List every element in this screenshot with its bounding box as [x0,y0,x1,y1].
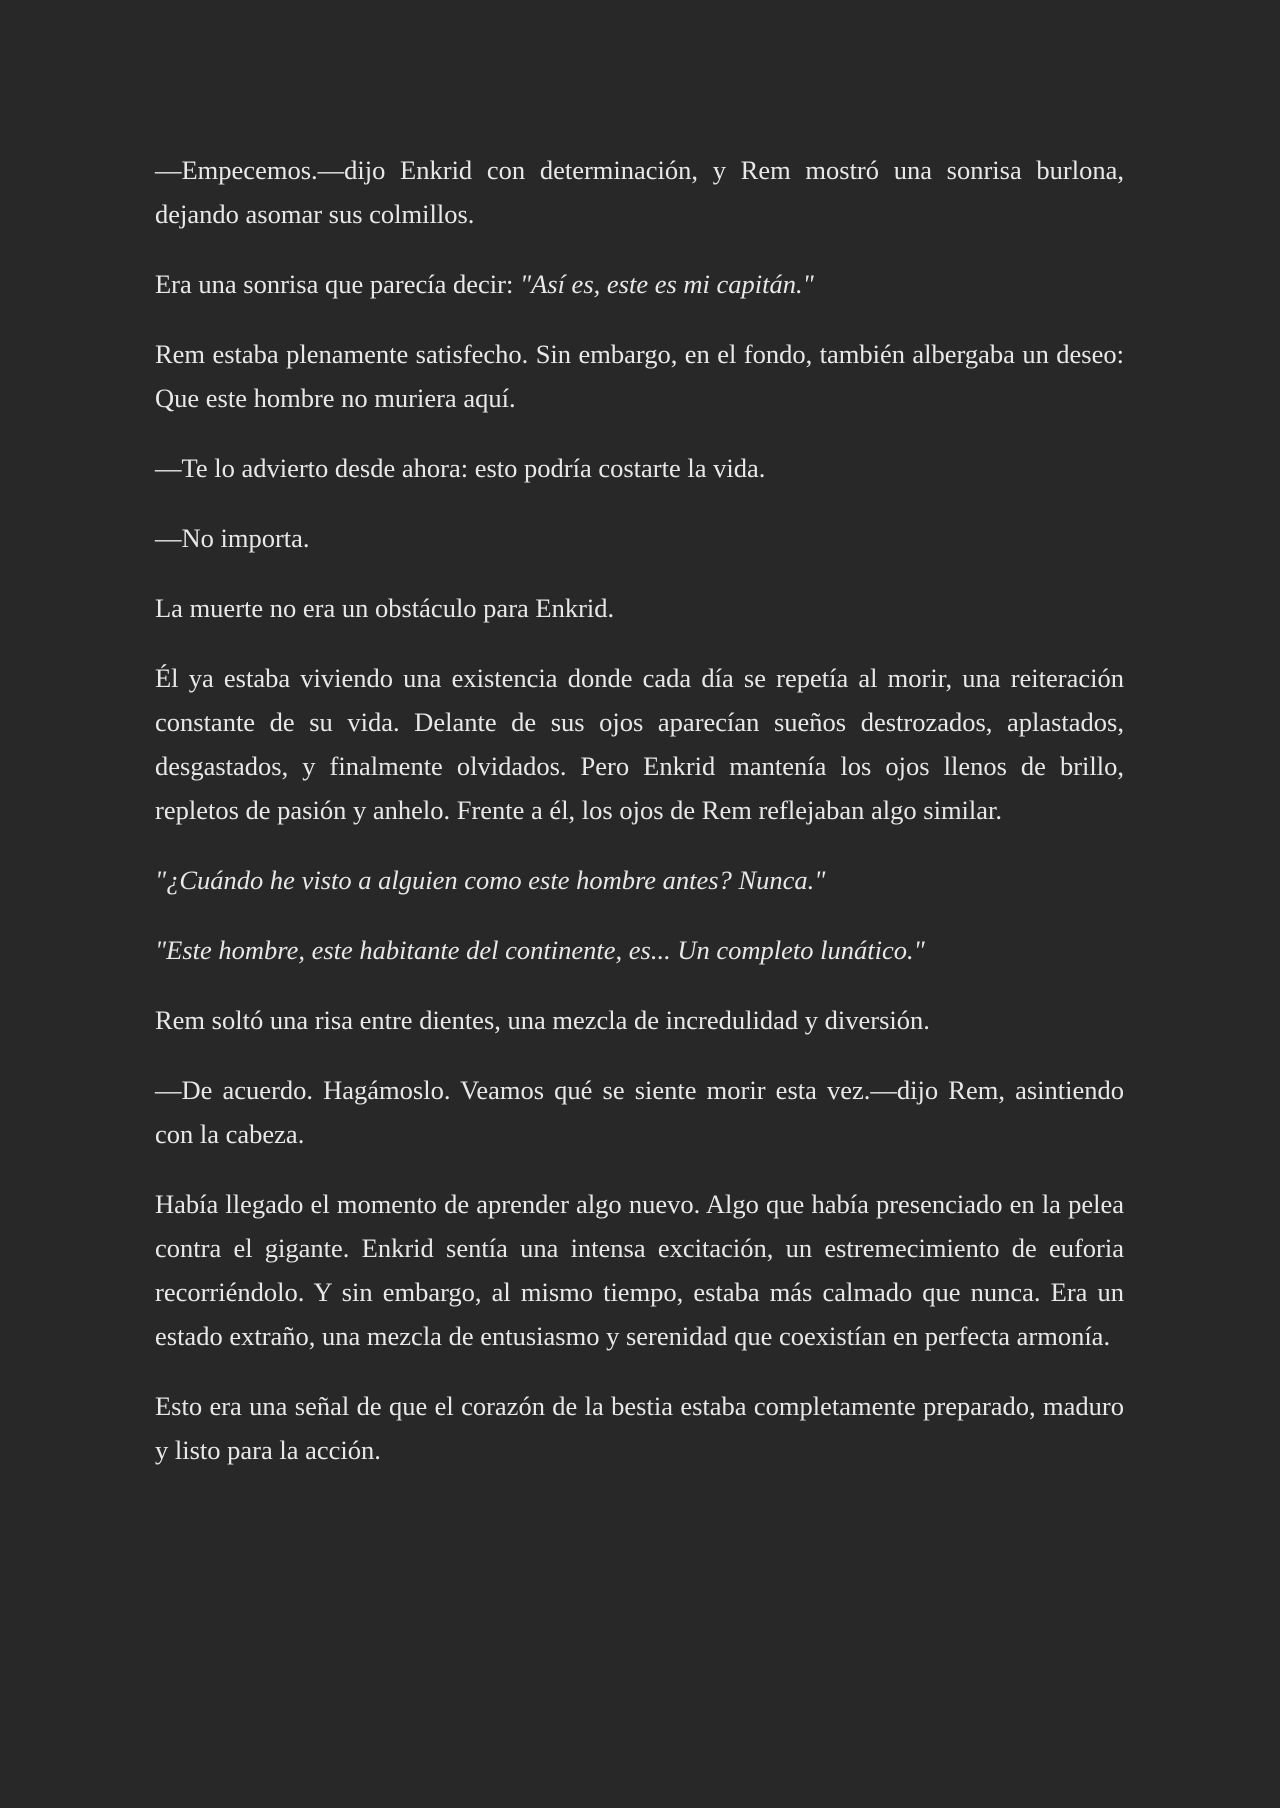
paragraph-10: Rem soltó una risa entre dientes, una mezcla de incredulidad y diversión. [155,1005,930,1035]
paragraph-9-thought: "Este hombre, este habitante del continente, es... Un completo lunático." [155,935,925,965]
paragraph-13: Esto era una señal de que el corazón de la bestia estaba completamente preparado, maduro y listo para la acción. [155,1391,1124,1465]
paragraph-11: —De acuerdo. Hagámoslo. Veamos qué se siente morir esta vez.—dijo Rem, asintiendo con la cabeza. [155,1075,1124,1149]
paragraph-4: —Te lo advierto desde ahora: esto podría costarte la vida. [155,453,766,483]
paragraph-7: Él ya estaba viviendo una existencia donde cada día se repetía al morir, una reiteración constante de su vida. Delante de sus ojos aparecían sueños destrozados, aplastados, desgastados, y finalmente olvidados. Pero Enkrid mantenía los ojos llenos de brillo, repletos de pasión y anhelo. Frente a él, los ojos de Rem reflejaban algo similar. [155,663,1124,825]
paragraph-3: Rem estaba plenamente satisfecho. Sin embargo, en el fondo, también albergaba un deseo: Que este hombre no muriera aquí. [155,339,1124,413]
paragraph-5: —No importa. [155,523,310,553]
paragraph-12: Había llegado el momento de aprender algo nuevo. Algo que había presenciado en la pelea contra el gigante. Enkrid sentía una intensa excitación, un estremecimiento de euforia recorriéndolo. Y sin embargo, al mismo tiempo, estaba más calmado que nunca. Era un estado extraño, una mezcla de entusiasmo y serenidad que coexistían en perfecta armonía. [155,1189,1124,1351]
paragraph-2-lead: Era una sonrisa que parecía decir: [155,269,520,299]
paragraph-2-thought: "Así es, este es mi capitán." [519,269,814,299]
paragraph-2 [155,262,1124,306]
paragraph-6: La muerte no era un obstáculo para Enkrid. [155,593,615,623]
paragraph-1: —Empecemos.—dijo Enkrid con determinación, y Rem mostró una sonrisa burlona, dejando asomar sus colmillos. [155,155,1124,229]
paragraph-8-thought: "¿Cuándo he visto a alguien como este hombre antes? Nunca." [155,865,826,895]
